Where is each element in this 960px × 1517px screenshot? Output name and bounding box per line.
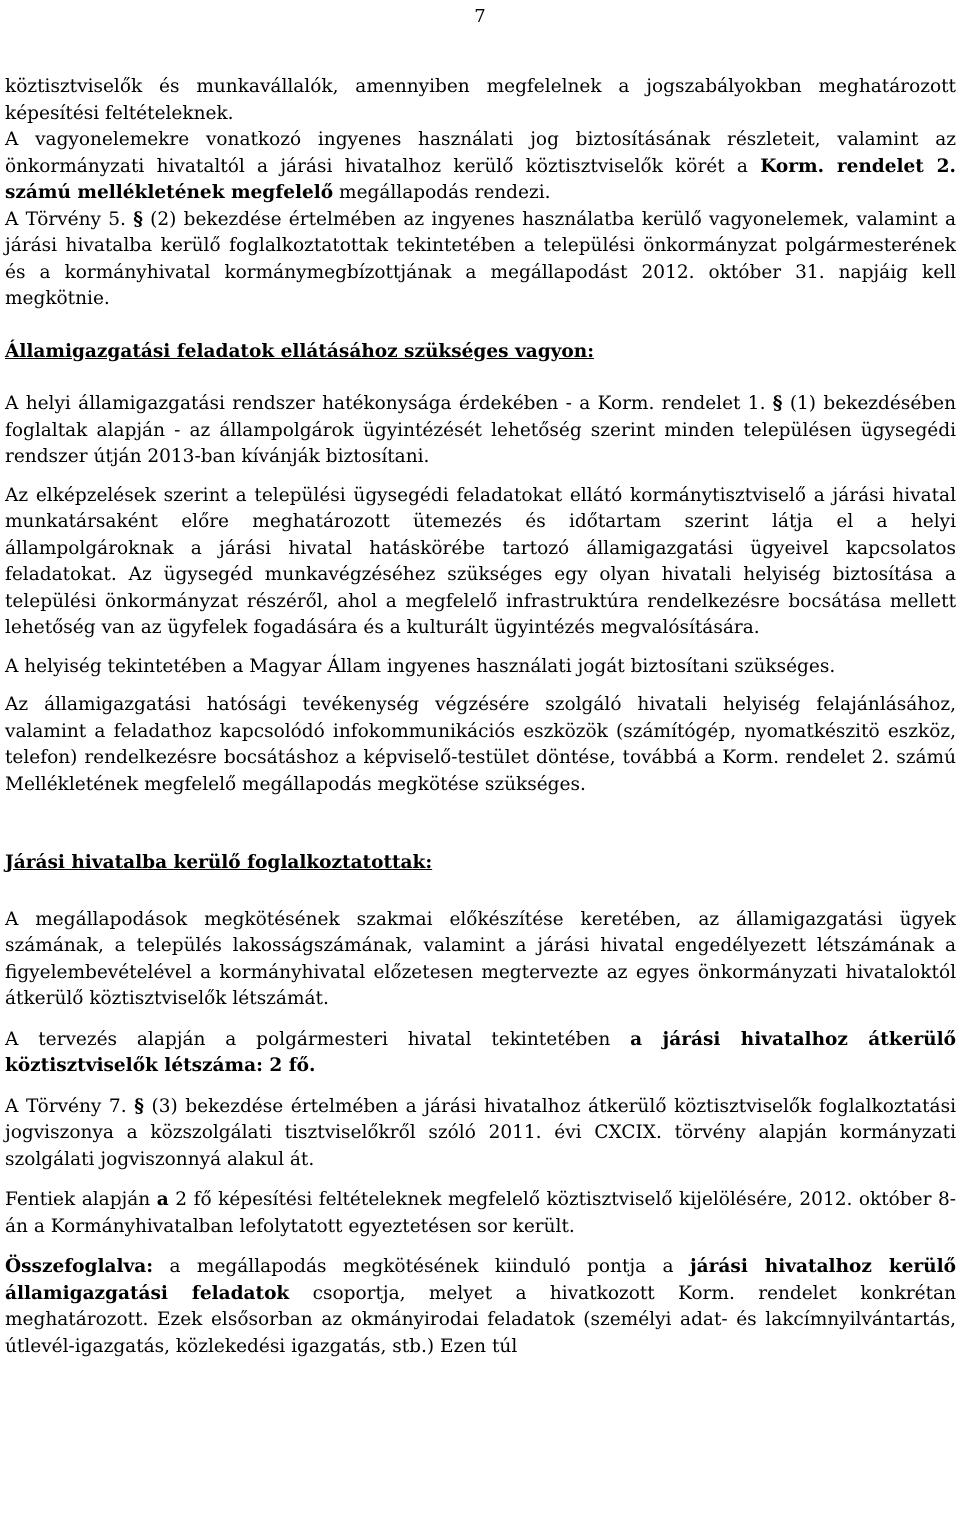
page-content bbox=[5, 74, 956, 1360]
section-sign: § bbox=[133, 208, 143, 230]
paragraph-premises-rights: A helyiség tekintetében a Magyar Állam ingyenes használati jogát biztosítani szükséges. bbox=[5, 655, 836, 677]
page-number: 7 bbox=[474, 6, 486, 27]
section-sign: § bbox=[134, 1095, 144, 1117]
annex-reference: Korm. rendelet 2. számú mellékletének megfelelő bbox=[5, 155, 956, 203]
summary-label: Összefoglalva: bbox=[5, 1256, 154, 1277]
summary-highlight: járási hivatalhoz kerülő államigazgatási feladatok bbox=[5, 1256, 956, 1304]
paragraph-client-service-system: A helyi államigazgatási rendszer hatékonysága érdekében - a Korm. rendelet 1. § (1) bekezdésében foglaltak alapján - az állampolgárok ügyintézését lehetőség szerint minden településen ügysegédi rendszer útján 2013-ban kívánják biztosítani. bbox=[5, 393, 956, 467]
paragraph-staff-count: A tervezés alapján a polgármesteri hivatal tekintetében a járási hivatalhoz átkerülő köztisztviselők létszáma: 2 fő. bbox=[5, 1028, 956, 1076]
heading-state-admin-assets: Államigazgatási feladatok ellátásához szükséges vagyon: bbox=[5, 340, 595, 362]
paragraph-usage-rights: A vagyonelemekre vonatkozó ingyenes használati jog biztosításának részleteit, valamint az önkormányzati hivataltól a járási hivatalhoz kerülő köztisztviselők körét a Korm. rendelet 2. számú mellékletének megfelelő megállapodás rendezi. bbox=[5, 129, 956, 203]
paragraph-qualifications: köztisztviselők és munkavállalók, amennyiben megfelelnek a jogszabályokban meghatározott képesítési feltételeknek. bbox=[5, 76, 956, 124]
paragraph-premises-offer: Az államigazgatási hatósági tevékenység végzésére szolgáló hivatali helyiség felajánlásához, valamint a feladathoz kapcsolódó infokommunikációs eszközök (számítógép, nyomatkészitö eszköz, telefon) rendelkezésre bocsátáshoz a képviselő-testület döntése, továbbá a Korm. rendelet 2. számú Mellékletének megfelelő megállapodás megkötése szükséges. bbox=[5, 694, 956, 795]
paragraph-client-service-duties: Az elképzelések szerint a települési ügysegédi feladatokat ellátó kormánytisztviselő a járási hivatal munkatársaként előre meghatározott ütemezés és időtartam szerint látja el a helyi állampolgároknak a járási hivatal hatáskörébe tartozó államigazgatási ügyeivel kapcsolatos feladatokat. Az ügysegéd munkavégzéséhez szükséges egy olyan hivatali helyiség biztosítása a települési önkormányzat részéről, ahol a megfelelő infrastruktúra rendelkezésre bocsátása mellett lehetőség van az ügyfelek fogadására és a kulturált ügyintézés megvalósítására. bbox=[5, 484, 956, 638]
paragraph-staff-planning: A megállapodások megkötésének szakmai előkészítése keretében, az államigazgatási ügyek számának, a település lakosságszámának, valamint a járási hivatal engedélyezett létszámának a figyelembevételével a kormányhivatal előzetesen megtervezte az egyes önkormányzati hivataloktól átkerülő köztisztviselők létszámát. bbox=[5, 908, 956, 1009]
heading-transferred-staff: Járási hivatalba kerülő foglalkoztatottak: bbox=[5, 852, 433, 873]
paragraph-summary: Összefoglalva: a megállapodás megkötésének kiinduló pontja a járási hivatalhoz kerülő államigazgatási feladatok csoportja, melyet a hivatkozott Korm. rendelet konkrétan meghatározott. Ezek elsősorban az okmányirodai feladatok (személyi adat- és lakcímnyilvántartás, útlevél-igazgatás, közlekedési igazgatás, stb.) Ezen túl bbox=[5, 1256, 956, 1357]
paragraph-law-section-7: A Törvény 7. § (3) bekezdése értelmében a járási hivatalhoz átkerülő köztisztviselők foglalkoztatási jogviszonya a közszolgálati tisztviselőkről szóló 2011. évi CXCIX. törvény alapján kormányzati szolgálati jogviszonnyá alakul át. bbox=[5, 1095, 956, 1170]
paragraph-designation: Fentiek alapján a 2 fő képesítési feltételeknek megfelelő köztisztviselő kijelölésére, 2012. október 8-án a Kormányhivatalban lefolytatott egyeztetésen sor került. bbox=[5, 1189, 956, 1237]
staff-count-highlight: a járási hivatalhoz átkerülő köztisztviselők létszáma: 2 fő. bbox=[5, 1028, 956, 1076]
paragraph-law-section-5: A Törvény 5. § (2) bekezdése értelmében az ingyenes használatba kerülő vagyonelemek, valamint a járási hivatalba kerülő foglalkoztatottak tekintetében a települési önkormányzat polgármesterének és a kormányhivatal kormánymegbízottjának a megállapodást 2012. október 31. napjáig kell megkötnie. bbox=[5, 208, 956, 309]
section-sign: § bbox=[772, 393, 783, 414]
